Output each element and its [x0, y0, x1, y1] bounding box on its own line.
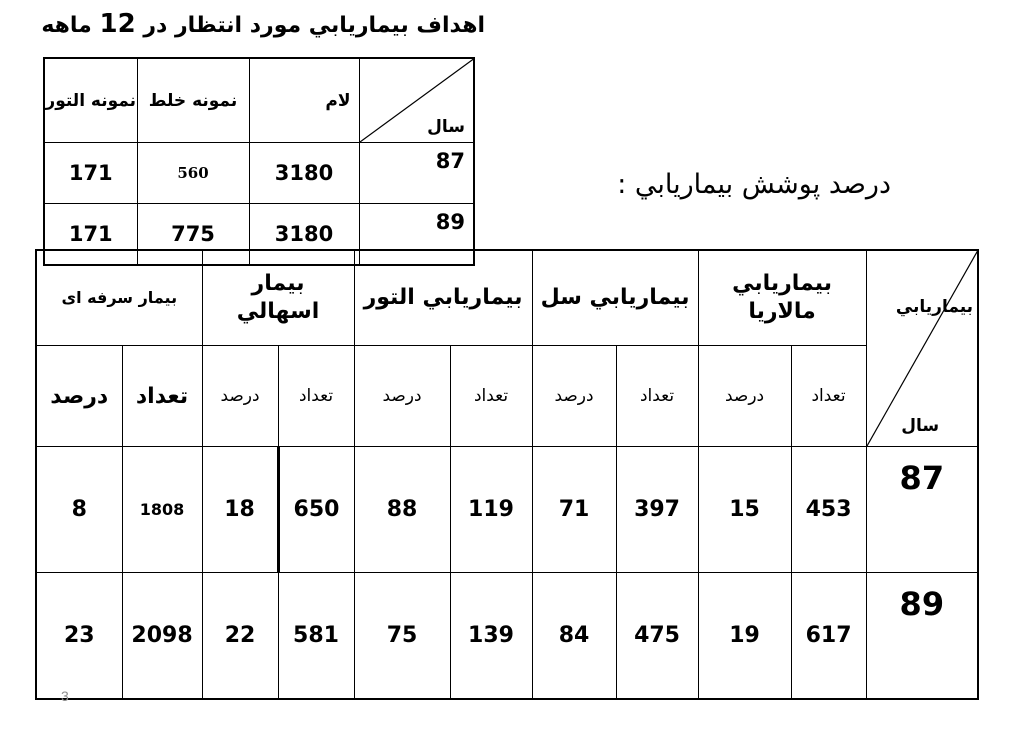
header-sputum-sample: نمونه خلط — [137, 58, 249, 143]
percent-header: درصد — [532, 346, 616, 447]
cough-percent-value: 8 — [36, 447, 122, 573]
tb-percent-value: 71 — [532, 447, 616, 573]
category-diarrhea-patients: بيمار اسهالي — [202, 250, 354, 346]
count-header: تعداد — [791, 346, 866, 447]
malaria-percent-value: 15 — [698, 447, 791, 573]
eltor-percent-value: 88 — [354, 447, 450, 573]
count-header: تعداد — [122, 346, 202, 447]
eltor-value: 171 — [44, 143, 137, 204]
title-text-before: اهداف بيماريابي مورد انتظار در — [143, 13, 485, 38]
eltor-count-value: 139 — [450, 573, 532, 700]
percent-header: درصد — [354, 346, 450, 447]
title-number: 12 — [99, 9, 136, 39]
tb-count-value: 475 — [616, 573, 698, 700]
page-number: 3 — [61, 688, 69, 704]
count-header: تعداد — [278, 346, 354, 447]
year-cell: 89 — [359, 204, 474, 266]
percent-header: درصد — [202, 346, 278, 447]
year-cell: 87 — [866, 447, 978, 573]
malaria-percent-value: 19 — [698, 573, 791, 700]
diarrhea-percent-value: 18 — [202, 447, 278, 573]
tb-percent-value: 84 — [532, 573, 616, 700]
diarrhea-count-value: 650 — [278, 447, 354, 573]
coverage-table — [35, 249, 979, 700]
percent-header: درصد — [698, 346, 791, 447]
diarrhea-percent-value: 22 — [202, 573, 278, 700]
category-malaria-screening: بيماريابي مالاريا — [698, 250, 866, 346]
targets-table-header-row — [44, 58, 474, 143]
tb-count-value: 397 — [616, 447, 698, 573]
corner-year-label: سال — [901, 416, 940, 436]
slide-value: 3180 — [249, 143, 359, 204]
table-row — [44, 143, 474, 204]
percent-header: درصد — [36, 346, 122, 447]
diarrhea-count-value: 581 — [278, 573, 354, 700]
cough-percent-value: 23 — [36, 573, 122, 700]
table-row — [36, 447, 978, 573]
table-row — [36, 573, 978, 700]
page-title — [40, 8, 485, 42]
malaria-count-value: 617 — [791, 573, 866, 700]
category-header-row — [36, 250, 978, 346]
subheader-row — [36, 346, 978, 447]
year-corner-cell — [359, 58, 474, 143]
eltor-value: 171 — [44, 204, 137, 266]
sputum-value: 775 — [137, 204, 249, 266]
corner-screening-label: بيماريابي — [895, 297, 974, 317]
year-cell: 89 — [866, 573, 978, 700]
title-text-after: ماهه — [41, 13, 92, 38]
eltor-percent-value: 75 — [354, 573, 450, 700]
malaria-count-value: 453 — [791, 447, 866, 573]
slide-value: 3180 — [249, 204, 359, 266]
count-header: تعداد — [450, 346, 532, 447]
year-cell: 87 — [359, 143, 474, 204]
header-eltor-sample: نمونه التور — [44, 58, 137, 143]
header-slide: لام — [249, 58, 359, 143]
sputum-value: 560 — [137, 143, 249, 204]
cough-count-value: 1808 — [122, 447, 202, 573]
disease-year-corner-cell — [866, 250, 978, 447]
coverage-heading: درصد پوشش بيماريابي : — [617, 169, 891, 200]
targets-table — [43, 57, 475, 266]
category-tb-screening: بيماريابي سل — [532, 250, 698, 346]
corner-year-label: سال — [427, 117, 465, 137]
count-header: تعداد — [616, 346, 698, 447]
cough-count-value: 2098 — [122, 573, 202, 700]
category-eltor-screening: بيماريابي التور — [354, 250, 532, 346]
category-cough-patients: بيمار سرفه اى — [36, 250, 202, 346]
eltor-count-value: 119 — [450, 447, 532, 573]
